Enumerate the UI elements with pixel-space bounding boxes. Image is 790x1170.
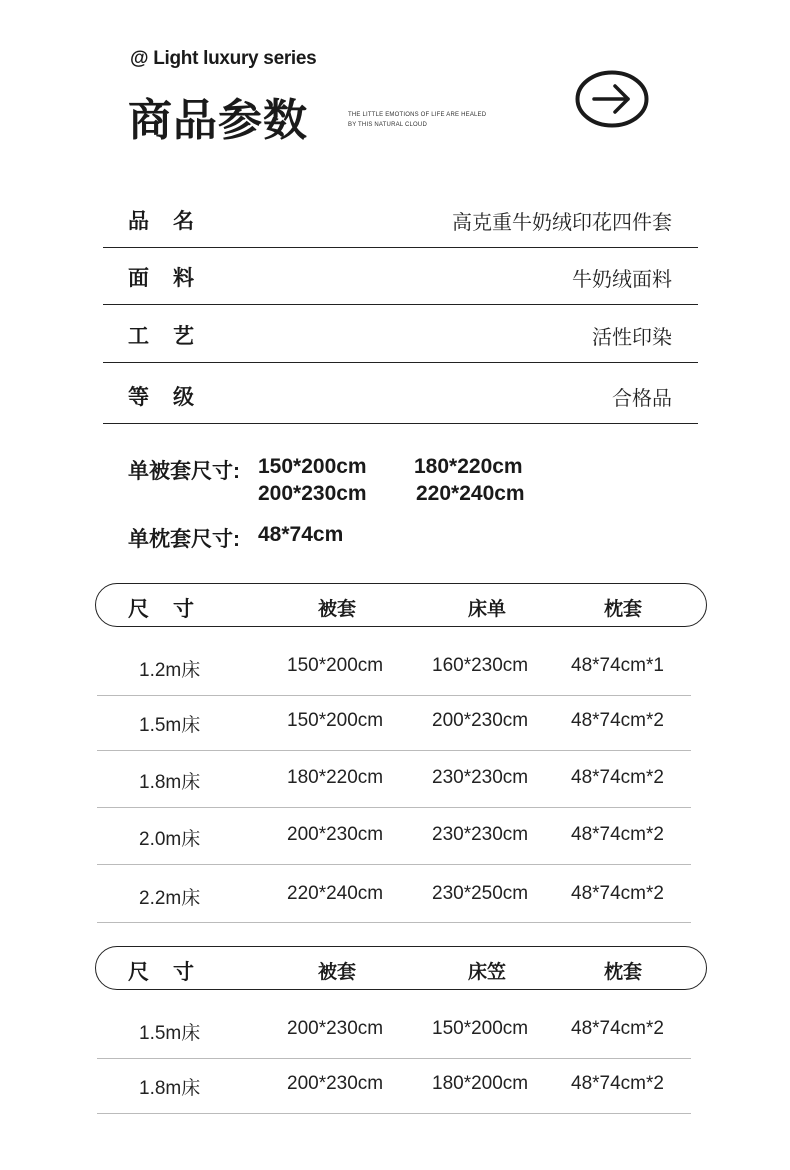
column-header-size: 尺寸 [128, 598, 218, 621]
cell-fitted-sheet: 150*200cm [432, 1018, 529, 1039]
cell-bed-size: 2.0m床 [139, 829, 201, 850]
table-1-header [95, 583, 707, 627]
quilt-size: 220*240cm [416, 482, 525, 505]
param-value: 合格品 [612, 388, 672, 410]
arrow-right-circle-icon[interactable] [575, 70, 649, 128]
quilt-size: 150*200cm [258, 455, 367, 478]
param-row-craft [103, 305, 698, 363]
column-header-quilt: 被套 [318, 599, 357, 620]
param-label: 工艺 [128, 325, 218, 348]
param-label: 等级 [128, 386, 218, 409]
param-label: 面料 [128, 267, 218, 290]
column-header-pillow: 枕套 [604, 599, 643, 620]
cell-quilt: 200*230cm [287, 824, 384, 845]
cell-quilt: 150*200cm [287, 710, 384, 731]
cell-bed-size: 1.8m床 [139, 1078, 201, 1099]
param-value: 高克重牛奶绒印花四件套 [452, 212, 672, 234]
cell-fitted-sheet: 180*200cm [432, 1073, 529, 1094]
tagline-line-1: THE LITTLE EMOTIONS OF LIFE ARE HEALED [348, 112, 487, 118]
cell-sheet: 200*230cm [432, 710, 529, 731]
cell-pillow: 48*74cm*2 [571, 824, 664, 845]
cell-bed-size: 1.2m床 [139, 660, 201, 681]
pillow-size: 48*74cm [258, 523, 344, 546]
table-row [97, 808, 691, 865]
cell-quilt: 150*200cm [287, 655, 384, 676]
cell-pillow: 48*74cm*2 [571, 1073, 664, 1094]
param-label: 品名 [128, 210, 218, 233]
pillow-size-label: 单枕套尺寸: [128, 528, 240, 551]
cell-quilt: 220*240cm [287, 883, 384, 904]
page-title: 商品参数 [128, 96, 308, 145]
cell-bed-size: 1.5m床 [139, 1023, 201, 1044]
cell-quilt: 200*230cm [287, 1073, 384, 1094]
cell-sheet: 230*230cm [432, 824, 529, 845]
cell-sheet: 230*230cm [432, 767, 529, 788]
param-value: 牛奶绒面料 [572, 269, 672, 291]
param-value: 活性印染 [592, 327, 672, 349]
cell-pillow: 48*74cm*2 [571, 883, 664, 904]
cell-pillow: 48*74cm*2 [571, 710, 664, 731]
table-row [97, 751, 691, 808]
cell-bed-size: 1.8m床 [139, 772, 201, 793]
quilt-size: 180*220cm [414, 455, 523, 478]
cell-sheet: 230*250cm [432, 883, 529, 904]
tagline-line-2: BY THIS NATURAL CLOUD [348, 122, 427, 128]
column-header-pillow: 枕套 [604, 962, 643, 983]
param-row-fabric [103, 247, 698, 305]
cell-pillow: 48*74cm*1 [571, 655, 664, 676]
cell-bed-size: 1.5m床 [139, 715, 201, 736]
column-header-size: 尺寸 [128, 961, 218, 984]
cell-sheet: 160*230cm [432, 655, 529, 676]
series-label: @ Light luxury series [130, 48, 317, 69]
cell-quilt: 180*220cm [287, 767, 384, 788]
column-header-sheet: 床单 [468, 599, 507, 620]
quilt-size-label: 单被套尺寸: [128, 460, 240, 483]
tagline [348, 110, 486, 130]
cell-quilt: 200*230cm [287, 1018, 384, 1039]
param-row-name [103, 190, 698, 248]
table-row [97, 1003, 691, 1059]
cell-bed-size: 2.2m床 [139, 888, 201, 909]
table-row [97, 640, 691, 696]
cell-pillow: 48*74cm*2 [571, 1018, 664, 1039]
quilt-size: 200*230cm [258, 482, 367, 505]
table-row [97, 865, 691, 923]
column-header-fitted-sheet: 床笠 [468, 962, 507, 983]
column-header-quilt: 被套 [318, 962, 357, 983]
param-row-grade [103, 364, 698, 424]
table-row [97, 1059, 691, 1114]
cell-pillow: 48*74cm*2 [571, 767, 664, 788]
table-2-header [95, 946, 707, 990]
table-row [97, 696, 691, 751]
